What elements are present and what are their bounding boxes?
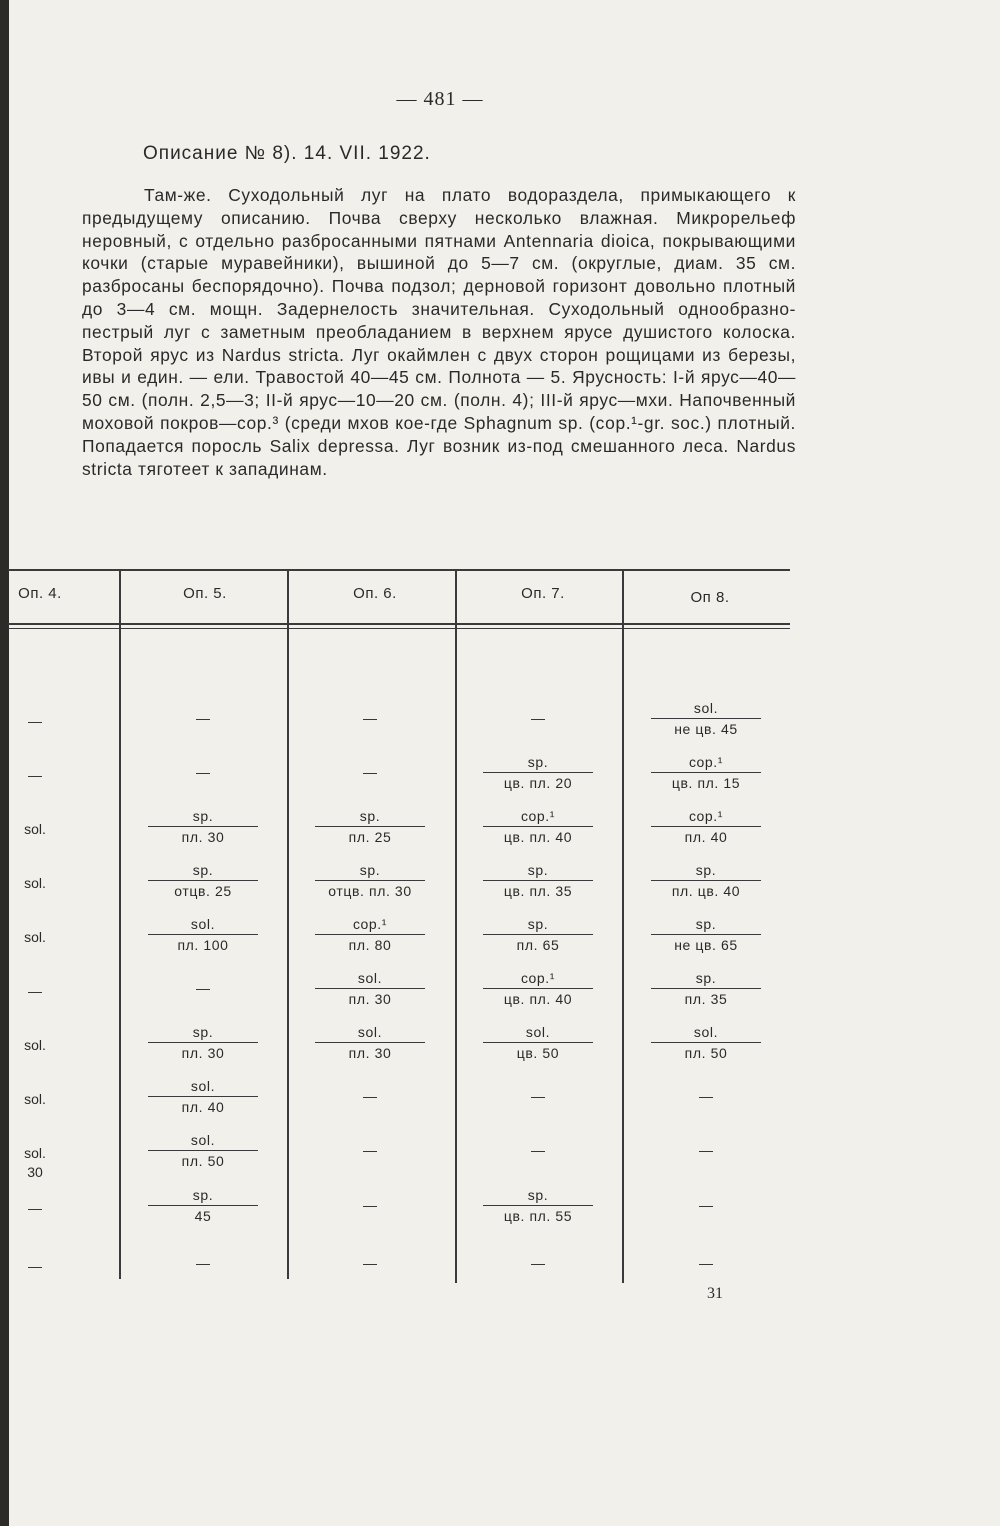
table-cell: — [363, 1197, 377, 1213]
cell-note: пл. 30 [315, 988, 425, 1007]
cell-note: пл. 100 [148, 934, 258, 953]
table-cell: — [363, 1142, 377, 1158]
table-column-divider [622, 569, 624, 1283]
cell-abundance: sp. [359, 808, 381, 824]
cell-abundance: sp. [527, 862, 549, 878]
table-cell: — [699, 1142, 713, 1158]
table-cell [148, 1187, 258, 1224]
table-cell [148, 1024, 258, 1061]
table-cell [651, 862, 761, 899]
cell-note: отцв. 25 [148, 880, 258, 899]
cell-note: цв. пл. 20 [483, 772, 593, 791]
cell-note: пл. 30 [148, 1042, 258, 1061]
cell-abundance: sp. [527, 916, 549, 932]
cell-note: пл. 40 [651, 826, 761, 845]
table-cell [148, 1132, 258, 1169]
table-cell [315, 970, 425, 1007]
table-cell: — [196, 710, 210, 726]
table-cell [315, 1024, 425, 1061]
cell-note: цв. пл. 40 [483, 988, 593, 1007]
cell-note: пл. 50 [148, 1150, 258, 1169]
cell-note: пл. 30 [315, 1042, 425, 1061]
cell-note: пл. 25 [315, 826, 425, 845]
table-cell [651, 808, 761, 845]
table-header-op5: Оп. 5. [183, 585, 227, 602]
cell-abundance: sol. [693, 1024, 719, 1040]
cell-abundance: sol. [357, 1024, 383, 1040]
cell-abundance: cop.¹ [520, 970, 556, 986]
cell-abundance: sol. [357, 970, 383, 986]
table-cell: — [196, 1255, 210, 1271]
table-cell: — [531, 710, 545, 726]
cell-abundance: sp. [695, 862, 717, 878]
table-cell [651, 700, 761, 737]
table-cell [148, 808, 258, 845]
table-cell [483, 970, 593, 1007]
table-top-rule [8, 569, 790, 571]
cell-note: отцв. пл. 30 [315, 880, 425, 899]
cell-note: 45 [148, 1205, 258, 1224]
table-cell [483, 754, 593, 791]
table-header-op6: Оп. 6. [353, 585, 397, 602]
cell-abundance: cop.¹ [688, 754, 724, 770]
table-cell [483, 862, 593, 899]
table-cell: — [699, 1088, 713, 1104]
table-cell: — [196, 764, 210, 780]
table-cell: — [699, 1197, 713, 1213]
table-cell [483, 808, 593, 845]
cell-abundance: sp. [527, 754, 549, 770]
table-header-op8: Оп 8. [690, 589, 730, 606]
table-cell-op4: sol. [24, 875, 46, 891]
table-cell [483, 1187, 593, 1224]
table-cell-op4: — [28, 983, 42, 999]
binding-edge [0, 0, 9, 1526]
table-cell-op4: sol. [24, 821, 46, 837]
cell-abundance: cop.¹ [688, 808, 724, 824]
cell-abundance: sol. [190, 1078, 216, 1094]
table-column-divider [287, 569, 289, 1279]
cell-abundance: sp. [359, 862, 381, 878]
table-cell-op4: sol. [24, 929, 46, 945]
cell-abundance: sp. [695, 970, 717, 986]
table-cell-op4: sol. 30 [24, 1145, 46, 1180]
table-cell: — [531, 1255, 545, 1271]
table-cell: — [699, 1255, 713, 1271]
description-paragraph: Там-же. Суходольный луг на плато водораздела, примыкающего к предыдущему описанию. Почва сверху несколько влажная. Микрорельеф неровный, с отдельно разбросанными пятнами Antennaria dioica, покрывающими кочки (старые муравейники), вышиной до 5—7 см. (округлые, диам. 35 см. разбросаны беспорядочно). Почва подзол; дерновой горизонт довольно плотный до 3—4 см. мощн. Задернелость значительная. Суходольный однообразно-пестрый луг с заметным преобладанием в верхнем ярусе душистого колоска. Второй ярус из Nardus stricta. Луг окаймлен с двух сторон рощицами из березы, ивы и един. — ели. Травостой 40—45 см. Полнота — 5. Ярусность: I-й ярус—40—50 см. (полн. 2,5—3; II-й ярус—10—20 см. (полн. 4); III-й ярус—мхи. Напочвенный моховой покров—сор.³ (среди мхов кое-где Sphagnum sp. (сор.¹-gr. soc.) плотный. Попадается поросль Salix depressa. Луг возник из-под смешанного леса. Nardus stricta тяготеет к западинам. [82, 185, 796, 479]
table-cell [651, 970, 761, 1007]
table-column-divider [455, 569, 457, 1283]
table-cell: — [363, 1088, 377, 1104]
table-cell: — [531, 1142, 545, 1158]
cell-note: цв. пл. 40 [483, 826, 593, 845]
cell-note: цв. пл. 35 [483, 880, 593, 899]
cell-note: цв. пл. 15 [651, 772, 761, 791]
cell-note: пл. 65 [483, 934, 593, 953]
table-cell [315, 808, 425, 845]
table-cell [148, 862, 258, 899]
signature-number: 31 [707, 1285, 723, 1302]
table-cell [148, 1078, 258, 1115]
table-cell [315, 862, 425, 899]
cell-abundance: sp. [527, 1187, 549, 1203]
cell-note: пл. 40 [148, 1096, 258, 1115]
cell-note: пл. 50 [651, 1042, 761, 1061]
table-cell-op4: — [28, 1200, 42, 1216]
description-heading: Описание № 8). 14. VII. 1922. [143, 143, 431, 164]
table-cell: — [196, 980, 210, 996]
table-cell [483, 1024, 593, 1061]
cell-abundance: sp. [192, 808, 214, 824]
table-cell: — [363, 710, 377, 726]
table-cell [651, 1024, 761, 1061]
table-cell-op4: sol. [24, 1037, 46, 1053]
table-cell-op4: — [28, 767, 42, 783]
cell-abundance: sol. [190, 1132, 216, 1148]
table-cell-op4: — [28, 713, 42, 729]
table-cell: — [363, 1255, 377, 1271]
cell-note: пл. 30 [148, 826, 258, 845]
table-cell [148, 916, 258, 953]
table-cell-op4: sol. [24, 1091, 46, 1107]
cell-abundance: cop.¹ [352, 916, 388, 932]
table-cell [483, 916, 593, 953]
cell-note: пл. 35 [651, 988, 761, 1007]
table-header-rule-2 [8, 628, 790, 629]
cell-abundance: sol. [525, 1024, 551, 1040]
table-cell [651, 916, 761, 953]
table-header-op7: Оп. 7. [521, 585, 565, 602]
table-cell [651, 754, 761, 791]
page-number: — 481 — [396, 88, 484, 110]
cell-abundance: cop.¹ [520, 808, 556, 824]
cell-note: пл. цв. 40 [651, 880, 761, 899]
cell-note: не цв. 45 [651, 718, 761, 737]
cell-abundance: sp. [695, 916, 717, 932]
cell-abundance: sol. [693, 700, 719, 716]
cell-abundance: sol. [190, 916, 216, 932]
table-column-divider [119, 569, 121, 1279]
table-cell: — [363, 764, 377, 780]
table-cell [315, 916, 425, 953]
cell-abundance: sp. [192, 1024, 214, 1040]
cell-abundance: sp. [192, 862, 214, 878]
cell-note: цв. 50 [483, 1042, 593, 1061]
table-cell-op4: — [28, 1258, 42, 1274]
table-header-rule [8, 623, 790, 625]
cell-note: цв. пл. 55 [483, 1205, 593, 1224]
cell-note: не цв. 65 [651, 934, 761, 953]
cell-abundance: sp. [192, 1187, 214, 1203]
table-header-op4: Оп. 4. [18, 585, 62, 602]
cell-note: пл. 80 [315, 934, 425, 953]
table-cell: — [531, 1088, 545, 1104]
